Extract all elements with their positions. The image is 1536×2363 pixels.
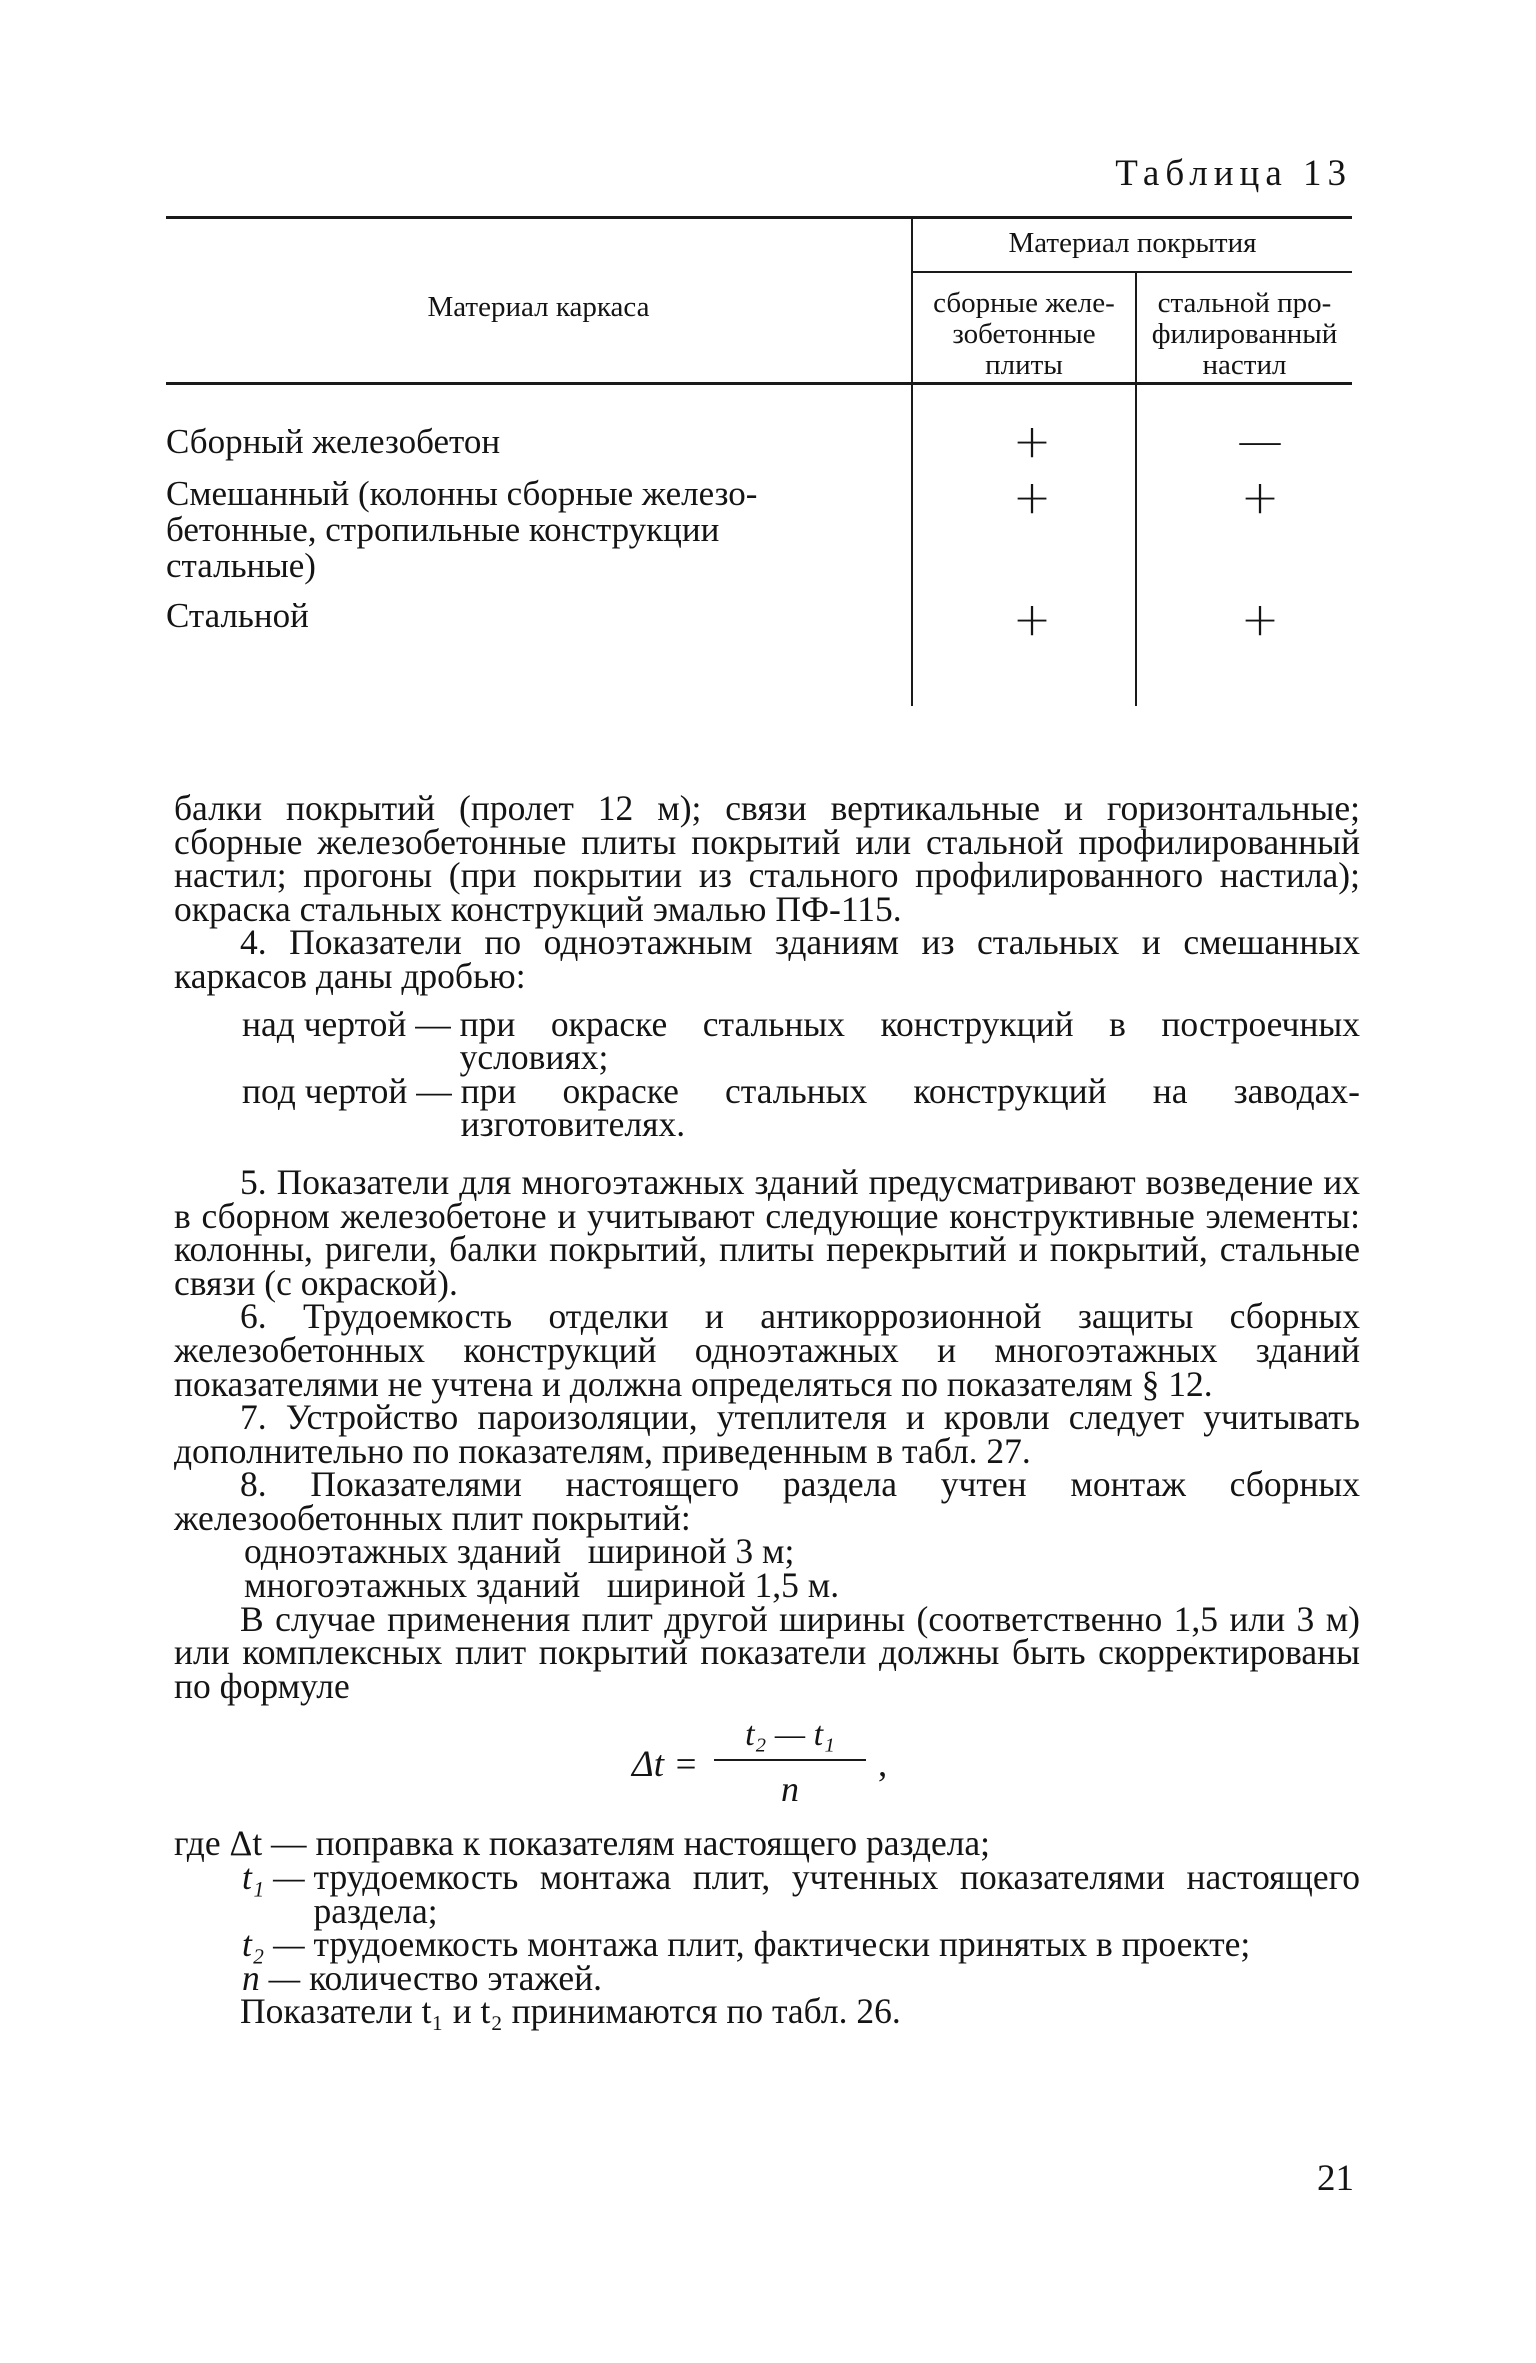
paragraph-5: 5. Показатели для многоэтажных зданий предусматривают возведение их в сборном железобетоне и учитывают следующие конструктивные элементы: колонны, ригели, балки покрытий, плиты перекрытий и покрытий, стальные связи (с окраской). bbox=[174, 1161, 1360, 1303]
paragraph-8-line: многоэтажных зданий шириной 1,5 м. bbox=[244, 1565, 840, 1606]
paragraph-7: 7. Устройство пароизоляции, утеплителя и кровли следует учитывать дополнительно по показателям, приведенным в табл. 27. bbox=[174, 1397, 1360, 1471]
row-label: Стальной bbox=[166, 596, 309, 635]
formula-comma: , bbox=[878, 1744, 888, 1786]
list-item-text: при окраске стальных конструкций в построечных условиях; bbox=[459, 1003, 1360, 1078]
header-col-steel-deck bbox=[1137, 288, 1352, 381]
where-item bbox=[242, 1857, 1360, 1931]
where-value: трудоемкость монтажа плит, учтенных показателями настоящего раздела; bbox=[313, 1857, 1360, 1931]
header-col1-line: зобетонные bbox=[952, 318, 1096, 350]
where-item bbox=[242, 1957, 1360, 1998]
where-item bbox=[242, 1924, 1360, 1965]
paragraph-intro: балки покрытий (пролет 12 м); связи вертикальные и горизонтальные; сборные железобетонные плиты покрытий или стальной профилированный настил; прогоны (при покрытии из стального профилированного настила); окраска стальных конструкций эмалью ПФ-115. bbox=[174, 788, 1360, 929]
cell-col1: + bbox=[1012, 470, 1052, 524]
row-label: Сборный железобетон bbox=[166, 422, 501, 461]
header-col-precast-slabs bbox=[913, 288, 1135, 381]
list-item-lead: под чертой — bbox=[242, 1070, 461, 1111]
where-key: t₁ — bbox=[242, 1857, 314, 1898]
where-value: поправка к показателям настоящего раздела; bbox=[315, 1823, 991, 1864]
list-item-above-line bbox=[242, 1003, 1360, 1078]
formula-numerator: t₂ — t₁ bbox=[745, 1716, 835, 1754]
where-key: где Δt — bbox=[174, 1823, 316, 1864]
paragraph-6: 6. Трудоемкость отделки и антикоррозионной защиты сборных железобетонных конструкций одноэтажных и многоэтажных зданий показателями не учтена и должна определяться по показателям § 12. bbox=[174, 1296, 1360, 1404]
where-key: n — bbox=[242, 1957, 310, 1998]
cell-col1: + bbox=[1012, 592, 1052, 646]
formula-lhs: Δt = bbox=[632, 1744, 699, 1786]
header-frame-material: Материал каркаса bbox=[427, 291, 650, 323]
header-col1-line: плиты bbox=[985, 349, 1063, 381]
list-item-lead: над чертой — bbox=[242, 1003, 460, 1044]
row-label-line: стальные) bbox=[166, 546, 316, 585]
header-col2-line: стальной про- bbox=[1157, 287, 1332, 319]
paragraph-8: 8. Показателями настоящего раздела учтен монтаж сборных железообетонных плит покрытий: bbox=[174, 1464, 1360, 1538]
formula-denominator: n bbox=[781, 1769, 799, 1810]
cell-col2: — bbox=[1237, 414, 1283, 468]
row-label bbox=[166, 476, 866, 584]
page-number: 21 bbox=[1317, 2158, 1354, 2199]
where-item bbox=[174, 1823, 1360, 1864]
formula bbox=[174, 1715, 1360, 1827]
fraction-bar bbox=[714, 1759, 866, 1761]
table-caption: Таблица 13 bbox=[1115, 153, 1352, 194]
table-top-rule bbox=[166, 216, 1352, 219]
cell-col2: + bbox=[1240, 470, 1280, 524]
header-col1-line: сборные желе- bbox=[933, 287, 1115, 319]
header-col2-line: настил bbox=[1202, 349, 1287, 381]
paragraph-4: 4. Показатели по одноэтажным зданиям из стальных и смешанных каркасов даны дробью: bbox=[174, 922, 1360, 996]
header-covering-material: Материал покрытия bbox=[1008, 227, 1257, 259]
paragraph-last: Показатели t₁ и t₂ принимаются по табл. 26. bbox=[240, 1991, 901, 2032]
row-label-line: Смешанный (колонны сборные железо- bbox=[166, 474, 758, 513]
paragraph-9: В случае применения плит другой ширины (соответственно 1,5 или 3 м) или комплексных плит покрытий показатели должны быть скорректированы по формуле bbox=[174, 1598, 1360, 1706]
where-key: t₂ — bbox=[242, 1924, 314, 1965]
list-item-below-line bbox=[242, 1070, 1360, 1145]
where-value: трудоемкость монтажа плит, фактически принятых в проекте; bbox=[313, 1924, 1251, 1965]
paragraph-8-line: одноэтажных зданий шириной 3 м; bbox=[244, 1531, 795, 1572]
body-text bbox=[174, 788, 1360, 2032]
cell-col2: + bbox=[1240, 592, 1280, 646]
header-subrule bbox=[913, 271, 1352, 273]
header-col2-line: филированный bbox=[1151, 318, 1338, 350]
where-list bbox=[174, 1823, 1360, 1998]
row-label-line: бетонные, стропильные конструкции bbox=[166, 510, 720, 549]
where-value: количество этажей. bbox=[309, 1957, 603, 1998]
table-header-bottom-rule bbox=[166, 382, 1352, 385]
formula-fraction bbox=[714, 1715, 866, 1809]
cell-col1: + bbox=[1012, 414, 1052, 468]
list-item-text: при окраске стальных конструкций на заводах-изготовителях. bbox=[460, 1070, 1360, 1145]
